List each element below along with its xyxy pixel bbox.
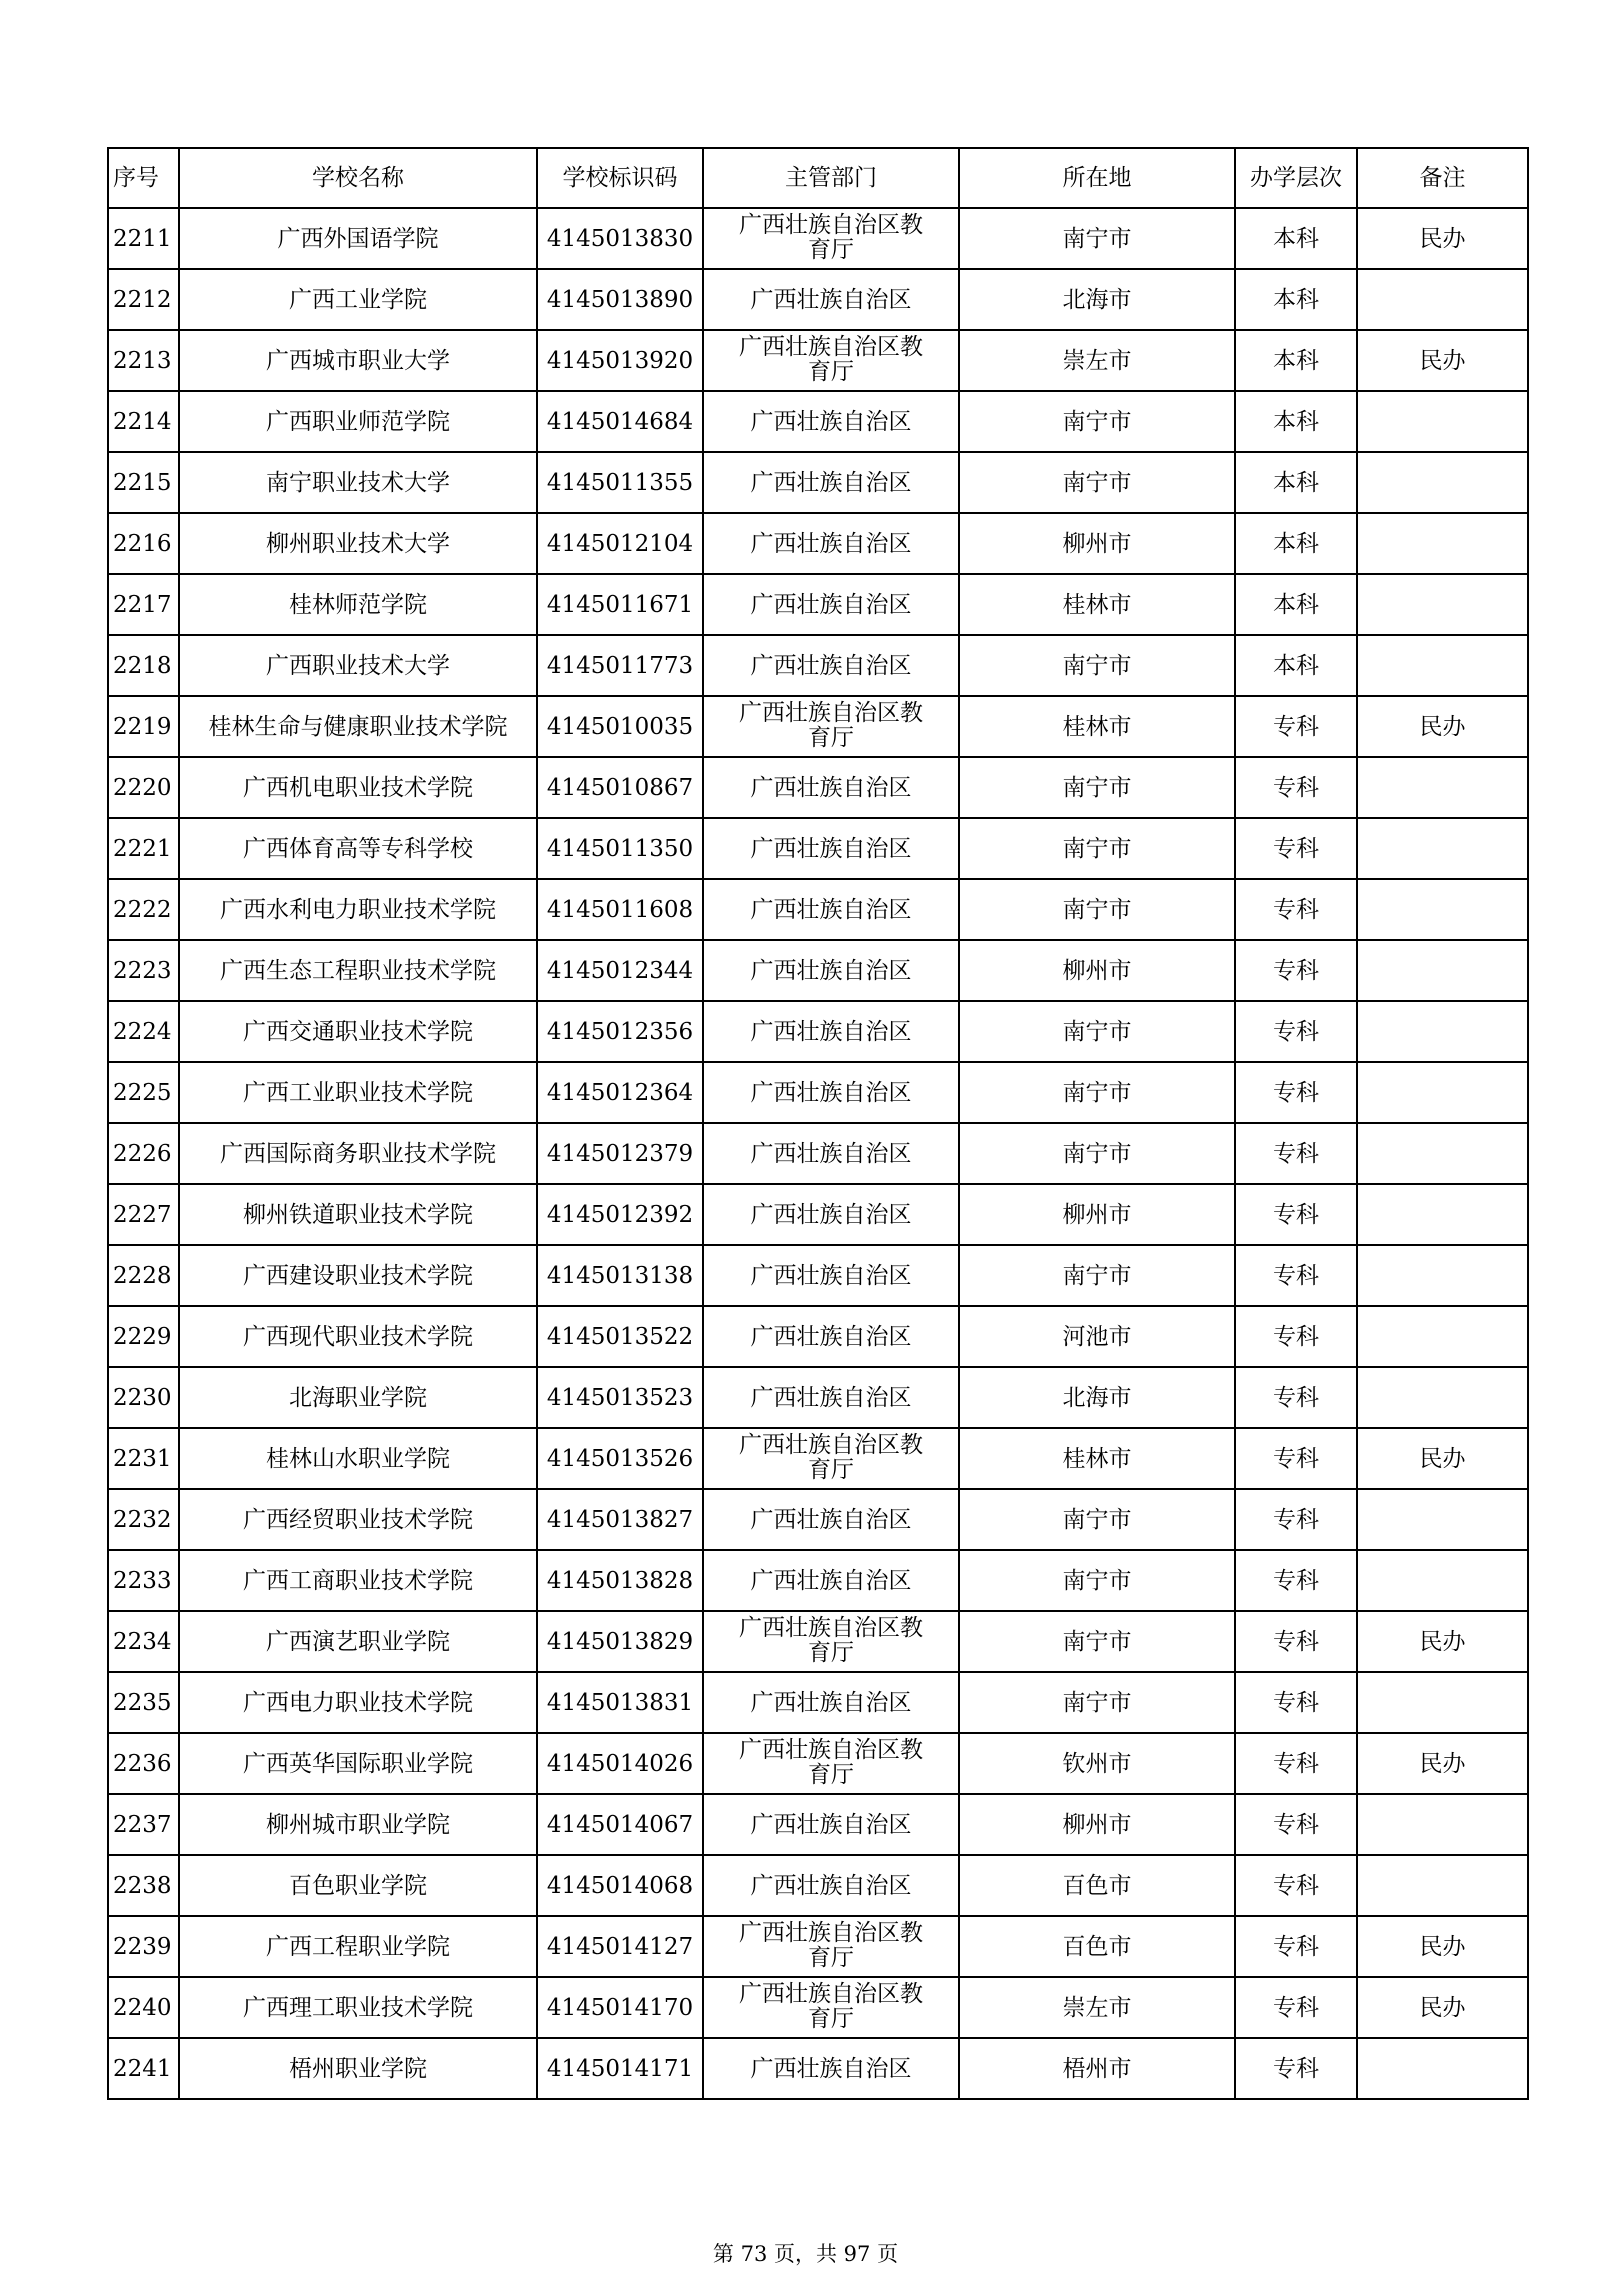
department-text: 广西壮族自治区教育厅 (739, 1981, 923, 2032)
cell-school-name: 广西工业职业技术学院 (179, 1062, 537, 1123)
cell-school-name: 柳州职业技术大学 (179, 513, 537, 574)
cell-location: 南宁市 (959, 1123, 1235, 1184)
cell-school-code: 4145013522 (537, 1306, 703, 1367)
cell-department (703, 635, 959, 696)
cell-note (1357, 1855, 1528, 1916)
cell-school-name: 广西演艺职业学院 (179, 1611, 537, 1672)
cell-school-name: 广西体育高等专科学校 (179, 818, 537, 879)
cell-school-code: 4145010867 (537, 757, 703, 818)
cell-school-code: 4145014067 (537, 1794, 703, 1855)
cell-location: 柳州市 (959, 1794, 1235, 1855)
cell-school-code: 4145012104 (537, 513, 703, 574)
cell-serial: 2231 (108, 1428, 179, 1489)
cell-location: 钦州市 (959, 1733, 1235, 1794)
cell-level: 专科 (1235, 1062, 1357, 1123)
cell-note (1357, 635, 1528, 696)
table-header-row (108, 148, 1528, 208)
cell-school-name: 广西职业技术大学 (179, 635, 537, 696)
cell-department (703, 1672, 959, 1733)
cell-serial: 2219 (108, 696, 179, 757)
cell-serial: 2220 (108, 757, 179, 818)
cell-level: 专科 (1235, 1123, 1357, 1184)
table-row (108, 757, 1528, 818)
cell-level: 专科 (1235, 1916, 1357, 1977)
table-row (108, 1611, 1528, 1672)
cell-location: 南宁市 (959, 635, 1235, 696)
cell-school-code: 4145010035 (537, 696, 703, 757)
cell-location: 柳州市 (959, 513, 1235, 574)
cell-level: 专科 (1235, 696, 1357, 757)
cell-serial: 2213 (108, 330, 179, 391)
cell-department (703, 1062, 959, 1123)
cell-serial: 2226 (108, 1123, 179, 1184)
cell-level: 专科 (1235, 940, 1357, 1001)
department-text: 广西壮族自治区 (750, 1323, 912, 1350)
cell-department (703, 1001, 959, 1062)
table-row (108, 1001, 1528, 1062)
cell-level: 专科 (1235, 1611, 1357, 1672)
cell-level: 专科 (1235, 879, 1357, 940)
cell-serial: 2215 (108, 452, 179, 513)
cell-note (1357, 574, 1528, 635)
cell-school-code: 4145011671 (537, 574, 703, 635)
cell-school-code: 4145014170 (537, 1977, 703, 2038)
cell-serial: 2216 (108, 513, 179, 574)
cell-serial: 2233 (108, 1550, 179, 1611)
cell-department (703, 879, 959, 940)
cell-school-code: 4145013831 (537, 1672, 703, 1733)
cell-location: 南宁市 (959, 1001, 1235, 1062)
cell-school-name: 广西工业学院 (179, 269, 537, 330)
table-row (108, 940, 1528, 1001)
table-row (108, 1306, 1528, 1367)
department-text: 广西壮族自治区 (750, 1384, 912, 1411)
department-text: 广西壮族自治区 (750, 1872, 912, 1899)
department-text: 广西壮族自治区 (750, 286, 912, 313)
cell-school-code: 4145013138 (537, 1245, 703, 1306)
cell-note: 民办 (1357, 696, 1528, 757)
cell-school-name: 广西电力职业技术学院 (179, 1672, 537, 1733)
cell-level: 专科 (1235, 1245, 1357, 1306)
cell-note (1357, 818, 1528, 879)
department-text: 广西壮族自治区教育厅 (739, 700, 923, 751)
department-text: 广西壮族自治区 (750, 835, 912, 862)
cell-location: 桂林市 (959, 696, 1235, 757)
cell-note (1357, 1489, 1528, 1550)
cell-location: 北海市 (959, 1367, 1235, 1428)
cell-note (1357, 940, 1528, 1001)
cell-school-name: 广西国际商务职业技术学院 (179, 1123, 537, 1184)
cell-location: 百色市 (959, 1855, 1235, 1916)
cell-location: 南宁市 (959, 1611, 1235, 1672)
cell-note (1357, 879, 1528, 940)
cell-serial: 2234 (108, 1611, 179, 1672)
cell-note (1357, 1794, 1528, 1855)
cell-school-name: 梧州职业学院 (179, 2038, 537, 2099)
cell-school-code: 4145014068 (537, 1855, 703, 1916)
cell-level: 专科 (1235, 2038, 1357, 2099)
cell-department (703, 2038, 959, 2099)
cell-level: 本科 (1235, 330, 1357, 391)
cell-serial: 2237 (108, 1794, 179, 1855)
cell-school-code: 4145012356 (537, 1001, 703, 1062)
cell-school-name: 广西理工职业技术学院 (179, 1977, 537, 2038)
cell-level: 专科 (1235, 1550, 1357, 1611)
cell-level: 本科 (1235, 391, 1357, 452)
cell-location: 南宁市 (959, 391, 1235, 452)
cell-department (703, 818, 959, 879)
department-text: 广西壮族自治区 (750, 1811, 912, 1838)
cell-note (1357, 2038, 1528, 2099)
cell-level: 专科 (1235, 1672, 1357, 1733)
department-text: 广西壮族自治区 (750, 591, 912, 618)
cell-note (1357, 1062, 1528, 1123)
cell-serial: 2241 (108, 2038, 179, 2099)
cell-location: 南宁市 (959, 818, 1235, 879)
cell-location: 南宁市 (959, 879, 1235, 940)
table-row (108, 269, 1528, 330)
cell-note (1357, 1001, 1528, 1062)
cell-department (703, 1184, 959, 1245)
cell-serial: 2222 (108, 879, 179, 940)
department-text: 广西壮族自治区 (750, 1567, 912, 1594)
cell-note (1357, 1184, 1528, 1245)
department-text: 广西壮族自治区 (750, 1140, 912, 1167)
cell-school-code: 4145012392 (537, 1184, 703, 1245)
department-text: 广西壮族自治区 (750, 652, 912, 679)
cell-location: 崇左市 (959, 330, 1235, 391)
table-row (108, 1977, 1528, 2038)
cell-department (703, 1367, 959, 1428)
cell-department (703, 452, 959, 513)
department-text: 广西壮族自治区 (750, 1262, 912, 1289)
header-level: 办学层次 (1235, 148, 1357, 208)
cell-level: 专科 (1235, 1855, 1357, 1916)
cell-serial: 2217 (108, 574, 179, 635)
cell-school-code: 4145013526 (537, 1428, 703, 1489)
department-text: 广西壮族自治区 (750, 469, 912, 496)
department-text: 广西壮族自治区教育厅 (739, 212, 923, 263)
cell-serial: 2212 (108, 269, 179, 330)
cell-serial: 2211 (108, 208, 179, 269)
cell-serial: 2221 (108, 818, 179, 879)
department-text: 广西壮族自治区教育厅 (739, 1920, 923, 1971)
cell-note (1357, 757, 1528, 818)
cell-department (703, 1489, 959, 1550)
cell-note: 民办 (1357, 1733, 1528, 1794)
cell-note: 民办 (1357, 330, 1528, 391)
cell-school-name: 广西建设职业技术学院 (179, 1245, 537, 1306)
cell-department (703, 1794, 959, 1855)
cell-note (1357, 452, 1528, 513)
cell-department (703, 269, 959, 330)
cell-school-name: 柳州铁道职业技术学院 (179, 1184, 537, 1245)
cell-school-code: 4145013827 (537, 1489, 703, 1550)
cell-department (703, 513, 959, 574)
cell-school-name: 广西现代职业技术学院 (179, 1306, 537, 1367)
cell-school-name: 百色职业学院 (179, 1855, 537, 1916)
cell-note (1357, 1245, 1528, 1306)
cell-location: 南宁市 (959, 1550, 1235, 1611)
cell-level: 专科 (1235, 1001, 1357, 1062)
department-text: 广西壮族自治区教育厅 (739, 1432, 923, 1483)
cell-school-name: 桂林山水职业学院 (179, 1428, 537, 1489)
cell-school-code: 4145013829 (537, 1611, 703, 1672)
cell-serial: 2235 (108, 1672, 179, 1733)
table-row (108, 1184, 1528, 1245)
table-row (108, 330, 1528, 391)
cell-school-name: 广西工商职业技术学院 (179, 1550, 537, 1611)
cell-school-code: 4145013890 (537, 269, 703, 330)
cell-serial: 2223 (108, 940, 179, 1001)
cell-department (703, 208, 959, 269)
cell-note (1357, 269, 1528, 330)
cell-school-code: 4145013830 (537, 208, 703, 269)
cell-note (1357, 1367, 1528, 1428)
cell-department (703, 1611, 959, 1672)
cell-location: 桂林市 (959, 1428, 1235, 1489)
cell-location: 梧州市 (959, 2038, 1235, 2099)
cell-department (703, 1123, 959, 1184)
cell-serial: 2214 (108, 391, 179, 452)
cell-department (703, 696, 959, 757)
table-row (108, 879, 1528, 940)
cell-school-name: 广西职业师范学院 (179, 391, 537, 452)
cell-school-code: 4145013920 (537, 330, 703, 391)
department-text: 广西壮族自治区 (750, 1201, 912, 1228)
cell-level: 专科 (1235, 1184, 1357, 1245)
department-text: 广西壮族自治区教育厅 (739, 1737, 923, 1788)
cell-department (703, 574, 959, 635)
cell-school-code: 4145011773 (537, 635, 703, 696)
cell-level: 本科 (1235, 269, 1357, 330)
header-serial: 序号 (108, 148, 179, 208)
table-row (108, 1550, 1528, 1611)
cell-serial: 2229 (108, 1306, 179, 1367)
cell-department (703, 330, 959, 391)
cell-level: 专科 (1235, 1977, 1357, 2038)
cell-note: 民办 (1357, 1916, 1528, 1977)
cell-school-code: 4145012344 (537, 940, 703, 1001)
cell-note: 民办 (1357, 1977, 1528, 2038)
department-text: 广西壮族自治区 (750, 1506, 912, 1533)
cell-school-code: 4145014171 (537, 2038, 703, 2099)
table-row (108, 818, 1528, 879)
cell-department (703, 940, 959, 1001)
department-text: 广西壮族自治区 (750, 774, 912, 801)
department-text: 广西壮族自治区 (750, 896, 912, 923)
cell-school-code: 4145013523 (537, 1367, 703, 1428)
cell-level: 专科 (1235, 1367, 1357, 1428)
cell-note (1357, 1550, 1528, 1611)
cell-department (703, 1245, 959, 1306)
page-footer: 第 73 页，共 97 页 (712, 2242, 899, 2266)
cell-department (703, 1306, 959, 1367)
cell-school-name: 广西水利电力职业技术学院 (179, 879, 537, 940)
header-department: 主管部门 (703, 148, 959, 208)
cell-school-code: 4145011355 (537, 452, 703, 513)
cell-serial: 2238 (108, 1855, 179, 1916)
cell-department (703, 757, 959, 818)
cell-level: 本科 (1235, 208, 1357, 269)
cell-school-name: 广西城市职业大学 (179, 330, 537, 391)
cell-location: 南宁市 (959, 1245, 1235, 1306)
cell-school-name: 广西经贸职业技术学院 (179, 1489, 537, 1550)
cell-school-name: 广西外国语学院 (179, 208, 537, 269)
cell-school-name: 南宁职业技术大学 (179, 452, 537, 513)
department-text: 广西壮族自治区 (750, 1689, 912, 1716)
cell-school-code: 4145012379 (537, 1123, 703, 1184)
cell-serial: 2227 (108, 1184, 179, 1245)
cell-school-name: 柳州城市职业学院 (179, 1794, 537, 1855)
cell-note (1357, 1123, 1528, 1184)
cell-school-name: 广西英华国际职业学院 (179, 1733, 537, 1794)
cell-serial: 2240 (108, 1977, 179, 2038)
table-body (108, 208, 1528, 2099)
cell-school-name: 桂林师范学院 (179, 574, 537, 635)
cell-note: 民办 (1357, 1611, 1528, 1672)
cell-school-name: 北海职业学院 (179, 1367, 537, 1428)
cell-department (703, 391, 959, 452)
cell-school-code: 4145011608 (537, 879, 703, 940)
cell-school-name: 广西机电职业技术学院 (179, 757, 537, 818)
table-row (108, 452, 1528, 513)
cell-location: 桂林市 (959, 574, 1235, 635)
table-row (108, 1733, 1528, 1794)
cell-serial: 2218 (108, 635, 179, 696)
header-school-code: 学校标识码 (537, 148, 703, 208)
cell-department (703, 1733, 959, 1794)
header-school-name: 学校名称 (179, 148, 537, 208)
cell-serial: 2225 (108, 1062, 179, 1123)
table-row (108, 2038, 1528, 2099)
table-row (108, 513, 1528, 574)
department-text: 广西壮族自治区 (750, 1018, 912, 1045)
table-row (108, 635, 1528, 696)
cell-location: 南宁市 (959, 1489, 1235, 1550)
table-row (108, 1794, 1528, 1855)
cell-school-code: 4145014026 (537, 1733, 703, 1794)
department-text: 广西壮族自治区 (750, 957, 912, 984)
cell-level: 本科 (1235, 513, 1357, 574)
cell-location: 南宁市 (959, 208, 1235, 269)
cell-department (703, 1550, 959, 1611)
table-row (108, 1916, 1528, 1977)
cell-department (703, 1977, 959, 2038)
cell-school-code: 4145014684 (537, 391, 703, 452)
table-row (108, 696, 1528, 757)
table-row (108, 1245, 1528, 1306)
table-row (108, 1855, 1528, 1916)
header-location: 所在地 (959, 148, 1235, 208)
cell-location: 崇左市 (959, 1977, 1235, 2038)
cell-note (1357, 391, 1528, 452)
cell-location: 南宁市 (959, 1672, 1235, 1733)
cell-location: 柳州市 (959, 940, 1235, 1001)
cell-level: 专科 (1235, 1428, 1357, 1489)
cell-school-code: 4145013828 (537, 1550, 703, 1611)
cell-department (703, 1428, 959, 1489)
cell-level: 专科 (1235, 757, 1357, 818)
cell-school-name: 广西生态工程职业技术学院 (179, 940, 537, 1001)
header-note: 备注 (1357, 148, 1528, 208)
department-text: 广西壮族自治区 (750, 2055, 912, 2082)
cell-location: 河池市 (959, 1306, 1235, 1367)
cell-school-code: 4145012364 (537, 1062, 703, 1123)
cell-level: 本科 (1235, 452, 1357, 513)
cell-level: 专科 (1235, 818, 1357, 879)
table-row (108, 208, 1528, 269)
department-text: 广西壮族自治区教育厅 (739, 334, 923, 385)
table-row (108, 1062, 1528, 1123)
cell-department (703, 1916, 959, 1977)
cell-school-code: 4145011350 (537, 818, 703, 879)
cell-note: 民办 (1357, 1428, 1528, 1489)
cell-level: 专科 (1235, 1489, 1357, 1550)
cell-school-code: 4145014127 (537, 1916, 703, 1977)
cell-school-name: 广西工程职业学院 (179, 1916, 537, 1977)
table-row (108, 1123, 1528, 1184)
cell-serial: 2232 (108, 1489, 179, 1550)
cell-level: 专科 (1235, 1794, 1357, 1855)
table-row (108, 1489, 1528, 1550)
cell-level: 专科 (1235, 1306, 1357, 1367)
cell-serial: 2230 (108, 1367, 179, 1428)
table-row (108, 1428, 1528, 1489)
department-text: 广西壮族自治区教育厅 (739, 1615, 923, 1666)
cell-location: 百色市 (959, 1916, 1235, 1977)
cell-location: 南宁市 (959, 757, 1235, 818)
department-text: 广西壮族自治区 (750, 1079, 912, 1106)
table-row (108, 1367, 1528, 1428)
cell-location: 北海市 (959, 269, 1235, 330)
table-row (108, 1672, 1528, 1733)
cell-level: 本科 (1235, 635, 1357, 696)
cell-location: 南宁市 (959, 1062, 1235, 1123)
cell-level: 本科 (1235, 574, 1357, 635)
department-text: 广西壮族自治区 (750, 530, 912, 557)
table-row (108, 574, 1528, 635)
cell-note (1357, 1672, 1528, 1733)
cell-serial: 2236 (108, 1733, 179, 1794)
department-text: 广西壮族自治区 (750, 408, 912, 435)
table-row (108, 391, 1528, 452)
cell-note (1357, 513, 1528, 574)
cell-department (703, 1855, 959, 1916)
cell-serial: 2224 (108, 1001, 179, 1062)
cell-serial: 2228 (108, 1245, 179, 1306)
cell-serial: 2239 (108, 1916, 179, 1977)
cell-note: 民办 (1357, 208, 1528, 269)
cell-location: 柳州市 (959, 1184, 1235, 1245)
cell-school-name: 桂林生命与健康职业技术学院 (179, 696, 537, 757)
cell-school-name: 广西交通职业技术学院 (179, 1001, 537, 1062)
cell-level: 专科 (1235, 1733, 1357, 1794)
school-list-table (107, 147, 1529, 2100)
cell-note (1357, 1306, 1528, 1367)
cell-location: 南宁市 (959, 452, 1235, 513)
